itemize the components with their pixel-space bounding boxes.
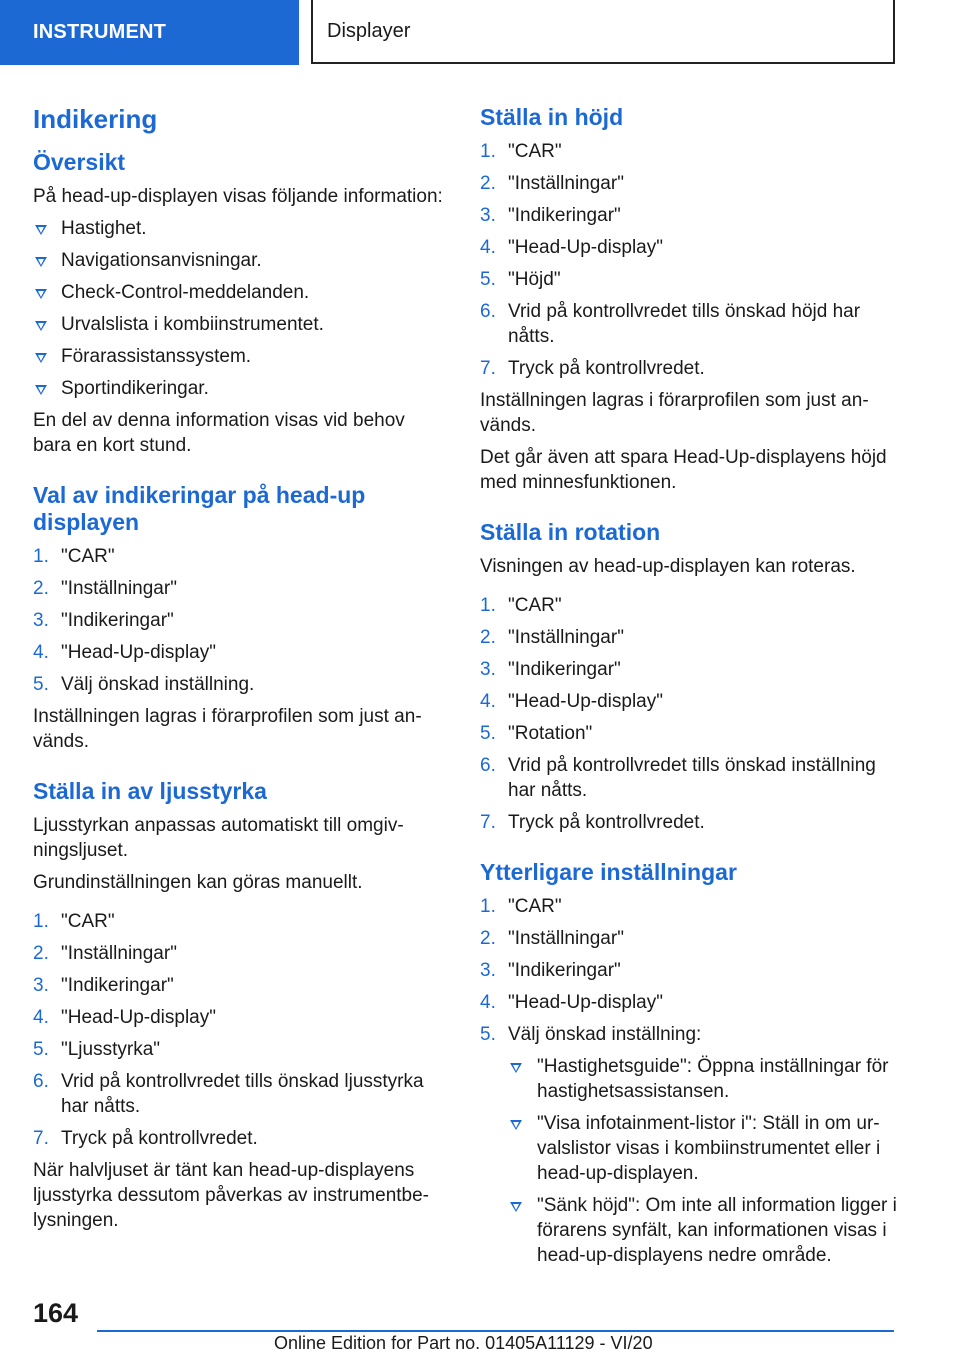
step-item: [33, 1126, 445, 1151]
step-item: [480, 235, 898, 260]
list-item: [33, 248, 445, 273]
step-text: "CAR": [508, 896, 562, 917]
list-item: [33, 344, 445, 369]
triangle-bullet-icon: [510, 1202, 522, 1212]
step-text: Tryck på kontrollvredet.: [508, 812, 705, 833]
item-text: Förarassistanssystem.: [61, 346, 252, 367]
step-number: 5.: [480, 723, 496, 744]
step-item: [480, 593, 898, 618]
step-item: [480, 810, 898, 835]
step-text: "Indikeringar": [508, 659, 621, 680]
footer-divider: [97, 1330, 894, 1332]
step-item: [33, 973, 445, 998]
page-title: Indikering: [33, 104, 158, 134]
step-item: [480, 958, 898, 983]
rotation-steps: [480, 593, 898, 835]
step-item: [480, 625, 898, 650]
rotation-heading: Ställa in rotation: [480, 519, 661, 545]
step-number: 4.: [480, 691, 496, 712]
list-item: [33, 216, 445, 241]
triangle-bullet-icon: [510, 1120, 522, 1130]
edition-text: Online Edition for Part no. 01405A11129 - VI/20: [274, 1333, 653, 1353]
step-number: 5.: [33, 674, 49, 695]
more-settings-steps: [480, 894, 898, 1268]
step-text: "CAR": [508, 595, 562, 616]
step-item: [480, 657, 898, 682]
step-item: [33, 544, 445, 569]
rotation-intro: Visningen av head-up-displayen kan roteras.: [480, 556, 856, 577]
step-item: [480, 267, 898, 292]
step-text: Tryck på kontrollvredet.: [61, 1128, 258, 1149]
brightness-paragraph: Grundinställningen kan göras manuellt.: [33, 872, 363, 893]
selection-heading: Val av indikeringar på head-up displayen: [33, 482, 366, 535]
list-item: [33, 280, 445, 305]
step-text: "CAR": [61, 911, 115, 932]
step-number: 5.: [480, 269, 496, 290]
step-number: 6.: [480, 301, 496, 322]
step-text: "Inställningar": [508, 928, 624, 949]
step-text: "CAR": [61, 546, 115, 567]
step-item: [33, 1069, 445, 1119]
triangle-bullet-icon: [35, 321, 47, 331]
sub-option-list: [508, 1054, 898, 1268]
step-number: 2.: [480, 173, 496, 194]
step-text: Välj önskad inställning.: [61, 674, 255, 695]
step-text: Vrid på kontrollvredet tills önskad inställning har nåtts.: [508, 755, 876, 801]
step-number: 4.: [33, 1007, 49, 1028]
step-item: [33, 941, 445, 966]
step-number: 5.: [480, 1024, 496, 1045]
step-item: [480, 926, 898, 951]
list-item: [33, 376, 445, 401]
step-item: [480, 1022, 898, 1268]
step-item: [33, 1005, 445, 1030]
selection-note: Inställningen lagras i förarprofilen som just används.: [33, 706, 422, 752]
triangle-bullet-icon: [35, 289, 47, 299]
step-item: [33, 576, 445, 601]
sub-option-text: "Sänk höjd": Om inte all information ligger i förarens synfält, kan informationen visas i head-up-displayens nedre område.: [537, 1195, 897, 1266]
step-text: "Head-Up-display": [508, 992, 663, 1013]
step-item: [480, 753, 898, 803]
step-item: [480, 990, 898, 1015]
step-text: "Head-Up-display": [508, 237, 663, 258]
step-text: Vrid på kontrollvredet tills önskad ljusstyrka har nåtts.: [61, 1071, 424, 1117]
step-number: 3.: [33, 975, 49, 996]
step-number: 1.: [480, 141, 496, 162]
brightness-note: När halvljuset är tänt kan head-up-displayens ljusstyrka dessutom påverkas av instrumentbelysningen.: [33, 1160, 429, 1231]
step-text: Välj önskad inställning:: [508, 1024, 702, 1045]
step-item: [33, 672, 445, 697]
step-number: 1.: [33, 546, 49, 567]
triangle-bullet-icon: [510, 1063, 522, 1073]
triangle-bullet-icon: [35, 225, 47, 235]
step-number: 4.: [480, 992, 496, 1013]
item-text: Urvalslista i kombiinstrumentet.: [61, 314, 324, 335]
chapter-tab: [311, 0, 895, 64]
height-note: Inställningen lagras i förarprofilen som just används.: [480, 390, 869, 436]
sub-option-text: "Visa infotainment-listor i": Ställ in om urvalslistor visas i kombiinstrumentet eller i head-up-displayen.: [537, 1113, 881, 1184]
overview-intro: På head-up-displayen visas följande information:: [33, 186, 443, 207]
height-steps: [480, 139, 898, 381]
step-number: 2.: [33, 943, 49, 964]
step-item: [33, 1037, 445, 1062]
step-number: 2.: [480, 627, 496, 648]
selection-steps: [33, 544, 445, 697]
step-number: 6.: [33, 1071, 49, 1092]
step-item: [33, 608, 445, 633]
step-text: "Inställningar": [61, 578, 177, 599]
item-text: Hastighet.: [61, 218, 147, 239]
sub-option-item: [508, 1193, 898, 1268]
step-item: [480, 171, 898, 196]
item-text: Sportindikeringar.: [61, 378, 209, 399]
step-item: [33, 640, 445, 665]
triangle-bullet-icon: [35, 385, 47, 395]
step-number: 3.: [480, 205, 496, 226]
step-item: [480, 299, 898, 349]
step-number: 2.: [480, 928, 496, 949]
step-text: "Indikeringar": [508, 205, 621, 226]
right-column: [480, 100, 898, 1275]
step-number: 5.: [33, 1039, 49, 1060]
step-text: "Indikeringar": [508, 960, 621, 981]
step-number: 2.: [33, 578, 49, 599]
step-text: "Head-Up-display": [508, 691, 663, 712]
step-text: "Ljusstyrka": [61, 1039, 161, 1060]
more-settings-heading: Ytterligare inställningar: [480, 859, 737, 885]
step-text: "Indikeringar": [61, 975, 174, 996]
step-item: [480, 689, 898, 714]
step-text: "Rotation": [508, 723, 593, 744]
step-item: [480, 139, 898, 164]
list-item: [33, 312, 445, 337]
step-text: "CAR": [508, 141, 562, 162]
step-item: [480, 356, 898, 381]
step-text: "Head-Up-display": [61, 1007, 216, 1028]
sub-option-item: [508, 1054, 898, 1104]
step-item: [33, 909, 445, 934]
step-item: [480, 894, 898, 919]
overview-note: En del av denna information visas vid behov bara en kort stund.: [33, 410, 405, 456]
triangle-bullet-icon: [35, 353, 47, 363]
step-text: "Inställningar": [61, 943, 177, 964]
height-heading: Ställa in höjd: [480, 104, 624, 130]
step-number: 4.: [480, 237, 496, 258]
item-text: Check-Control-meddelanden.: [61, 282, 310, 303]
step-number: 3.: [480, 960, 496, 981]
step-number: 6.: [480, 755, 496, 776]
step-number: 7.: [480, 812, 496, 833]
brightness-heading: Ställa in av ljusstyrka: [33, 778, 267, 804]
sub-option-item: [508, 1111, 898, 1186]
step-text: "Höjd": [508, 269, 561, 290]
step-number: 4.: [33, 642, 49, 663]
step-number: 1.: [480, 595, 496, 616]
chapter-title: Displayer: [327, 19, 411, 42]
height-note: Det går även att spara Head-Up-displayens höjd med minnesfunktionen.: [480, 447, 887, 493]
step-number: 3.: [33, 610, 49, 631]
overview-heading: Översikt: [33, 149, 126, 175]
brightness-steps: [33, 909, 445, 1151]
step-item: [480, 721, 898, 746]
step-number: 7.: [33, 1128, 49, 1149]
triangle-bullet-icon: [35, 257, 47, 267]
step-text: "Inställningar": [508, 627, 624, 648]
page-number: 164: [33, 1298, 79, 1328]
section-title: INSTRUMENT: [33, 21, 167, 43]
step-text: "Head-Up-display": [61, 642, 216, 663]
step-text: "Indikeringar": [61, 610, 174, 631]
brightness-paragraph: Ljusstyrkan anpassas automatiskt till omgivningsljuset.: [33, 815, 404, 861]
sub-option-text: "Hastighetsguide": Öppna inställningar för hastighetsassistansen.: [537, 1056, 889, 1102]
step-number: 3.: [480, 659, 496, 680]
step-item: [480, 203, 898, 228]
step-text: Tryck på kontrollvredet.: [508, 358, 705, 379]
step-number: 7.: [480, 358, 496, 379]
left-column: [33, 100, 445, 1240]
overview-list: [33, 216, 445, 401]
step-text: "Inställningar": [508, 173, 624, 194]
step-number: 1.: [480, 896, 496, 917]
step-text: Vrid på kontrollvredet tills önskad höjd har nåtts.: [508, 301, 861, 347]
item-text: Navigationsanvisningar.: [61, 250, 262, 271]
section-tab: [0, 0, 299, 65]
step-number: 1.: [33, 911, 49, 932]
